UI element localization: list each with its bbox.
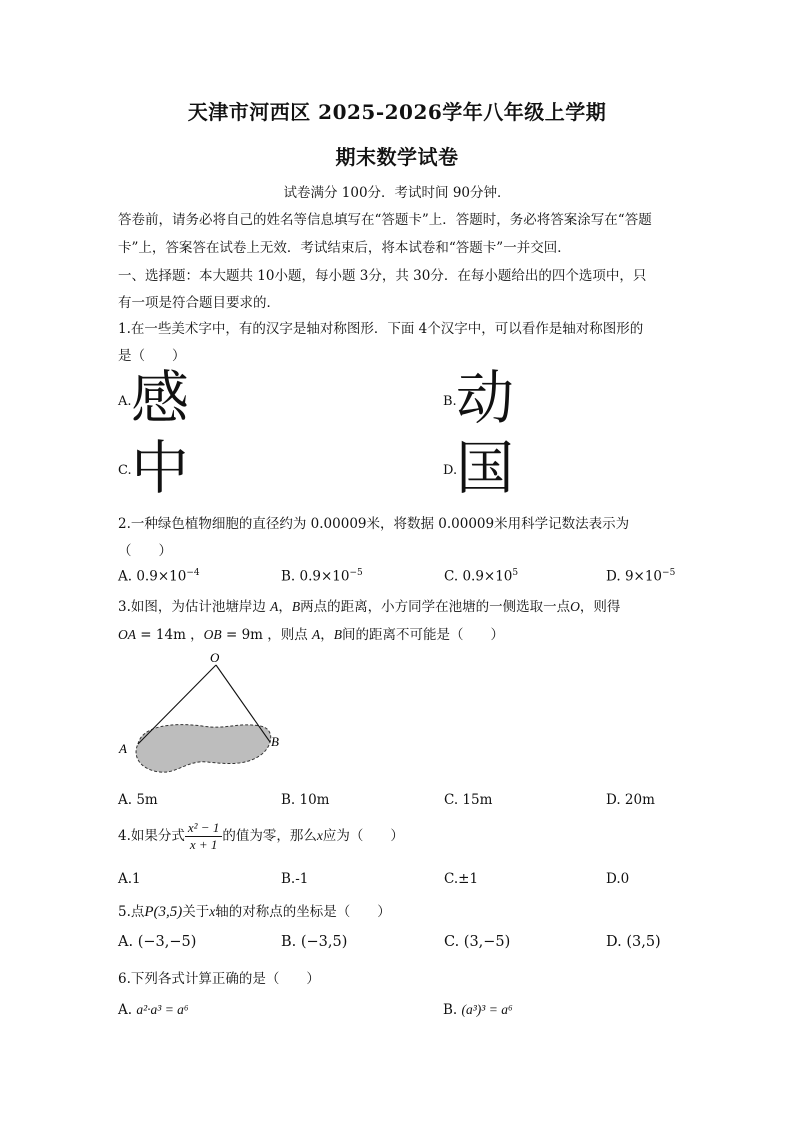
label-o: O: [210, 650, 220, 665]
pond-shape: [136, 725, 271, 773]
q2-option-b-exp: −5: [349, 568, 363, 578]
q3-stem-line1: [118, 595, 620, 615]
label-a: A: [119, 741, 127, 756]
q4-fraction: [185, 820, 222, 853]
q3-stem-text-d: ，则得: [579, 599, 621, 615]
q6-option-a-label: A.: [118, 1002, 133, 1018]
q6-stem: 6.下列各式计算正确的是（ ）: [118, 971, 320, 987]
q6-option-a-expr: a²·a³ = a⁶: [136, 1002, 189, 1017]
q5-axis-x: x: [209, 904, 216, 919]
q3-sep: ，: [320, 627, 334, 643]
q4-option-c: C.±1: [444, 871, 479, 887]
q1-option-c-label: C.: [118, 463, 132, 478]
q2-option-a: [118, 568, 200, 585]
q5-option-c: C. (3,−5): [444, 934, 511, 950]
q3-segment-ob: OB: [203, 627, 222, 642]
q2-option-c-exp: 5: [512, 568, 519, 578]
q6-option-a: [118, 1002, 189, 1018]
q3-stem-line2: [118, 623, 504, 643]
q3-option-a: A. 5m: [118, 792, 158, 808]
q3-stem-text-c: 两点的距离，小方同学在池塘的一侧选取一点: [300, 599, 571, 615]
q4-variable-x: x: [316, 828, 323, 843]
q2-stem-line1: 2.一种绿色植物细胞的直径约为 0.00009米，将数据 0.00009米用科学记数法表示为: [118, 516, 630, 532]
q1-stem-line2: 是（ ）: [118, 348, 186, 364]
q6-option-b-label: B.: [443, 1002, 458, 1018]
q6-option-b-expr: (a³)³ = a⁶: [461, 1002, 513, 1017]
q3-stem-text-a: 3.如图，为估计池塘岸边: [118, 599, 271, 615]
q5-option-d: D. (3,5): [606, 934, 661, 950]
q4-stem-post1: 的值为零，那么: [222, 828, 317, 844]
q2-stem-line2: （ ）: [118, 543, 172, 559]
q2-option-d-exp: −5: [662, 568, 676, 578]
q3-point-b-2: B: [333, 627, 343, 642]
q5-stem-pre: 5.点: [118, 904, 145, 920]
q3-point-o: O: [570, 599, 580, 614]
q5-option-a: A. (−3,−5): [118, 934, 197, 950]
q2-option-c-base: 0.9×10: [462, 568, 513, 585]
q3-stem-text-b: ，: [278, 599, 292, 615]
q2-option-b: [281, 568, 363, 585]
q2-option-d: [606, 568, 675, 585]
q1-option-a-char: 感: [131, 364, 190, 432]
q2-option-b-label: B.: [281, 568, 296, 585]
q1-option-d-label: D.: [443, 463, 458, 478]
q3-option-b: B. 10m: [281, 792, 330, 808]
q3-point-a-2: A: [312, 627, 321, 642]
q2-option-c: [444, 568, 518, 585]
q4-option-a: A.1: [118, 871, 141, 887]
q4-fraction-numerator: x² − 1: [185, 820, 222, 837]
q1-option-b-char: 动: [456, 364, 515, 432]
q5-stem-mid: 关于: [182, 904, 210, 920]
q1-option-d-char: 国: [456, 434, 515, 502]
q1-option-a-label: A.: [118, 394, 132, 409]
q3-segment-oa: OA: [118, 627, 136, 642]
q4-option-d: D.0: [606, 871, 630, 887]
q4-stem-post2: 应为（ ）: [322, 828, 404, 844]
q2-option-d-label: D.: [606, 568, 621, 585]
q4-fraction-denominator: x + 1: [189, 837, 218, 852]
exam-intro: 试卷满分 100分．考试时间 90分钟．: [283, 185, 511, 201]
instructions-line1: 答卷前，请务必将自己的姓名等信息填写在“答题卡”上．答题时，务必将答案涂写在“答题: [118, 212, 652, 228]
q1-option-b-label: B.: [443, 394, 457, 409]
q3-option-c: C. 15m: [444, 792, 493, 808]
q2-option-a-exp: −4: [186, 568, 200, 578]
q2-option-b-base: 0.9×10: [299, 568, 350, 585]
q3-oa-value: = 14m ，: [136, 627, 204, 643]
q3-pond-figure: [112, 648, 292, 778]
q3-point-b: B: [291, 599, 301, 614]
q5-stem: [118, 900, 391, 921]
q5-stem-post: 轴的对称点的坐标是（ ）: [215, 904, 391, 920]
label-b: B: [271, 734, 279, 749]
q1-stem-line1: 1.在一些美术字中，有的汉字是轴对称图形．下面 4个汉字中，可以看作是轴对称图形的: [118, 321, 644, 337]
instructions-line2: 卡”上，答案答在试卷上无效．考试结束后，将本试卷和“答题卡”一并交回．: [118, 240, 571, 256]
q4-stem-pre: 4.如果分式: [118, 828, 185, 844]
q2-option-c-label: C.: [444, 568, 459, 585]
q4-stem: [118, 820, 404, 853]
exam-title-line2: 期末数学试卷: [335, 145, 459, 169]
section1-line2: 有一项是符合题目要求的．: [118, 295, 280, 311]
q5-point: P(3,5): [144, 904, 183, 920]
q6-option-b: [443, 1002, 513, 1018]
q3-ob-value: = 9m ，则点: [221, 627, 313, 643]
q2-option-a-base: 0.9×10: [136, 568, 187, 585]
q2-option-a-label: A.: [118, 568, 133, 585]
q2-option-d-base: 9×10: [624, 568, 663, 585]
q4-option-b: B.-1: [281, 871, 309, 887]
q3-stem-end: 间的距离不可能是（ ）: [342, 627, 505, 643]
section1-line1: 一、选择题：本大题共 10小题，每小题 3分，共 30分．在每小题给出的四个选项中，只: [118, 268, 647, 284]
q5-option-b: B. (−3,5): [281, 934, 348, 950]
q1-option-c-char: 中: [131, 434, 190, 502]
q3-option-d: D. 20m: [606, 792, 655, 808]
exam-title-line1: 天津市河西区 2025-2026学年八年级上学期: [187, 100, 607, 124]
q3-point-a: A: [270, 599, 279, 614]
